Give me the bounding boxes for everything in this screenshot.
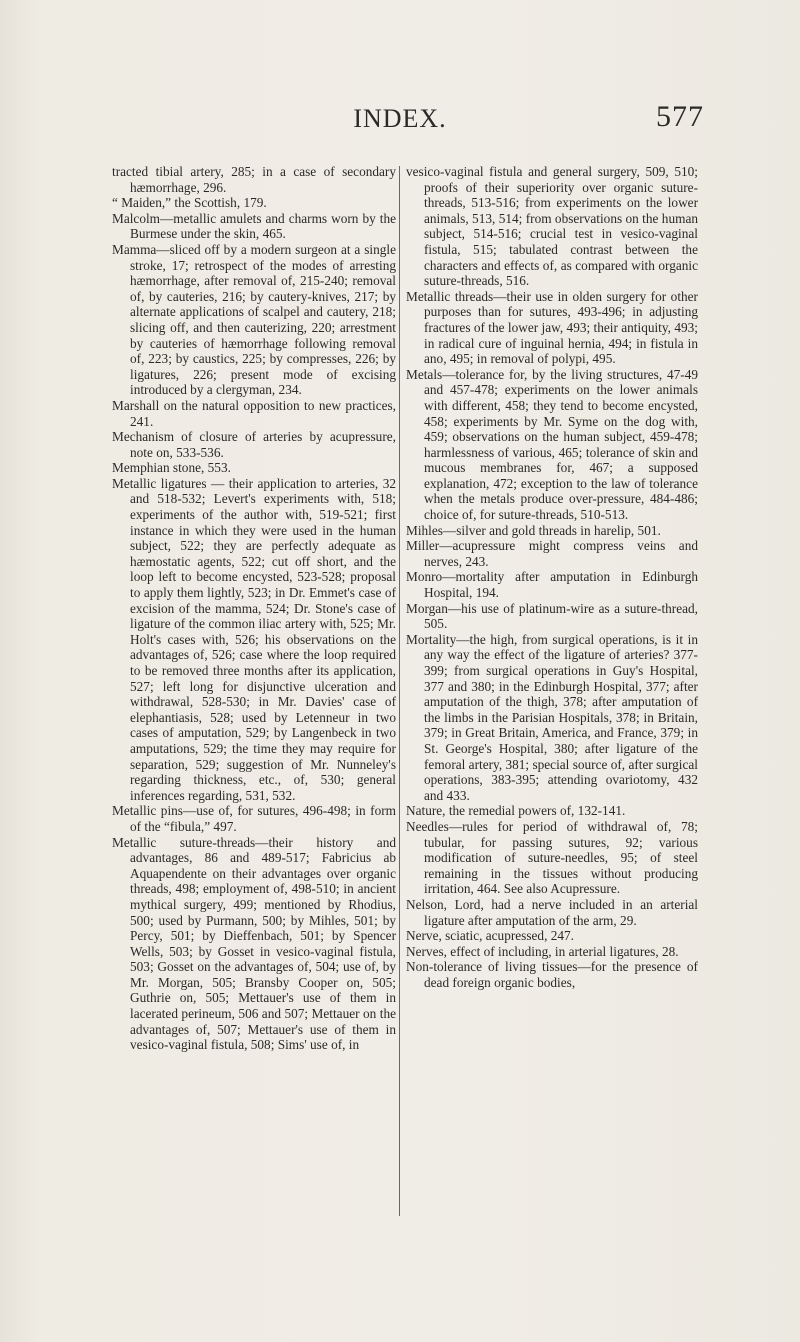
index-entry: Mortality—the high, from surgical operations, is it in any way the effect of the ligature of arteries? 377-399; from surgical operations in Guy's Hospital, 377 and 380; in the Edinburgh Hospital, 377; after amputation of the thigh, 378; after amputation of the limbs in the Parisian Hospitals, 378; in Britain, 379; in Great Britain, America, and France, 379; in St. George's Hospital, 380; after ligature of the femoral artery, 381; special source of, after surgical operations, 383-395; attending ovariotomy, 432 and 433. [406,631,698,803]
index-entry: Metallic threads—their use in olden surgery for other purposes than for sutures, 493-496; in adjusting fractures of the lower jaw, 493; their antiquity, 493; in radical cure of inguinal hernia, 494; in fistula in ano, 495; in removal of polypi, 495. [406,288,698,367]
index-entry: Needles—rules for period of withdrawal of, 78; tubular, for passing sutures, 92; various modification of suture-needles, 95; of steel remaining in the tissues without producing irritation, 464. See also Acupressure. [406,818,698,897]
index-entry: Malcolm—metallic amulets and charms worn by the Burmese under the skin, 465. [112,210,396,242]
running-header: INDEX. [353,104,447,133]
index-entry: Monro—mortality after amputation in Edinburgh Hospital, 194. [406,569,698,601]
index-entry: Mihles—silver and gold threads in harelip, 501. [406,522,661,538]
index-entry: Nerves, effect of including, in arterial ligatures, 28. [406,943,679,959]
index-entry: tracted tibial artery, 285; in a case of secondary hæmorrhage, 296. [112,164,396,195]
index-entry: Metallic ligatures — their application to arteries, 32 and 518-532; Levert's experiments with, 518; experiments of the author with, 519-521; first instance in which they were used in the human subject, 522; they are perfectly adequate as hæmostatic agents, 522; cut off short, and the loop left to become encysted, 523-528; proposal to apply them lightly, 523; in Dr. Emmet's case of excision of the mamma, 524; Dr. Stone's case of ligature of the common iliac artery with, 525; Mr. Holt's cases with, 526; his observations on the advantages of, 526; case where the loop required to be removed three months after its application, 527; left long for disjunctive ulceration and withdrawal, 528-530; in Mr. Davies' case of elephantiasis, 528; used by Letenneur in two cases of amputation, 529; by Langenbeck in two amputations, 529; the time they may require for separation, 529; suggestion of Mr. Nunneley's regarding thickness, etc., of, 530; general inferences regarding, 531, 532. [112,475,396,803]
index-entry: Metallic pins—use of, for sutures, 496-498; in form of the “fibula,” 497. [112,803,396,834]
index-entry: Morgan—his use of platinum-wire as a suture-thread, 505. [406,600,698,632]
column-divider [399,166,400,1216]
index-column-left [112,164,396,1053]
index-column-right [406,164,698,990]
index-entry: Marshall on the natural opposition to new practices, 241. [112,397,396,429]
index-entry: Non-tolerance of living tissues—for the presence of dead foreign organic bodies, [406,959,698,990]
index-entry: Nature, the remedial powers of, 132-141. [406,803,626,819]
index-entry: “ Maiden,” the Scottish, 179. [112,195,267,211]
index-entry: Nerve, sciatic, acupressed, 247. [406,928,574,944]
index-entry: Mamma—sliced off by a modern surgeon at a single stroke, 17; retrospect of the modes of arresting hæmorrhage, after removal of, 215-240; removal of, by cauteries, 216; by cautery-knives, 217; by alternate applications of scalpel and cautery, 218; slicing off, and then cauterizing, 220; arrestment by cauteries of hæmorrhage following removal of, 223; by caustics, 225; by compresses, 226; by ligatures, 226; present mode of excising introduced by a clergyman, 234. [112,241,396,398]
index-entry: Mechanism of closure of arteries by acupressure, note on, 533-536. [112,429,396,460]
index-entry: Nelson, Lord, had a nerve included in an arterial ligature after amputation of the arm, 29. [406,896,698,928]
index-entry: Memphian stone, 553. [112,460,231,476]
index-entry: vesico-vaginal fistula and general surgery, 509, 510; proofs of their superiority over organic suture-threads, 513-516; from experiments on the lower animals, 513, 514; from observations on the human subject, 514-516; crucial test in vesico-vaginal fistula, 515; tabulated contrast between the characters and effects of, as compared with organic suture-threads, 516. [406,164,698,289]
index-entry: Metals—tolerance for, by the living structures, 47-49 and 457-478; experiments on the lower animals with different, 458; they tend to become encysted, 458; experiments by Mr. Syme on the dog with, 459; observations on the human subject, 459-478; harmlessness of various, 465; tolerance of skin and mucous membranes for, 467; a supposed explanation, 472; exception to the law of tolerance when the metals produce over-pressure, 484-486; choice of, for suture-threads, 510-513. [406,366,698,523]
page-number: 577 [656,100,704,133]
index-entry: Miller—acupressure might compress veins and nerves, 243. [406,538,698,569]
index-entry: Metallic suture-threads—their history and advantages, 86 and 489-517; Fabricius ab Aquapendente on their advantages over organic threads, 498; employment of, 498-510; in ancient mythical surgery, 499; mentioned by Rhodius, 500; used by Purmann, 500; by Mihles, 501; by Percy, 501; by Dieffenbach, 501; by Spencer Wells, 503; by Gosset in vesico-vaginal fistula, 503; Gosset on the advantages of, 504; use of, by Mr. Morgan, 505; Bransby Cooper on, 505; Guthrie on, 505; Mettauer's use of them in lacerated perineum, 506 and 507; Mettauer on the advantages of, 507; Mettauer's use of them in vesico-vaginal fistula, 508; Sims' use of, in [112,834,396,1053]
